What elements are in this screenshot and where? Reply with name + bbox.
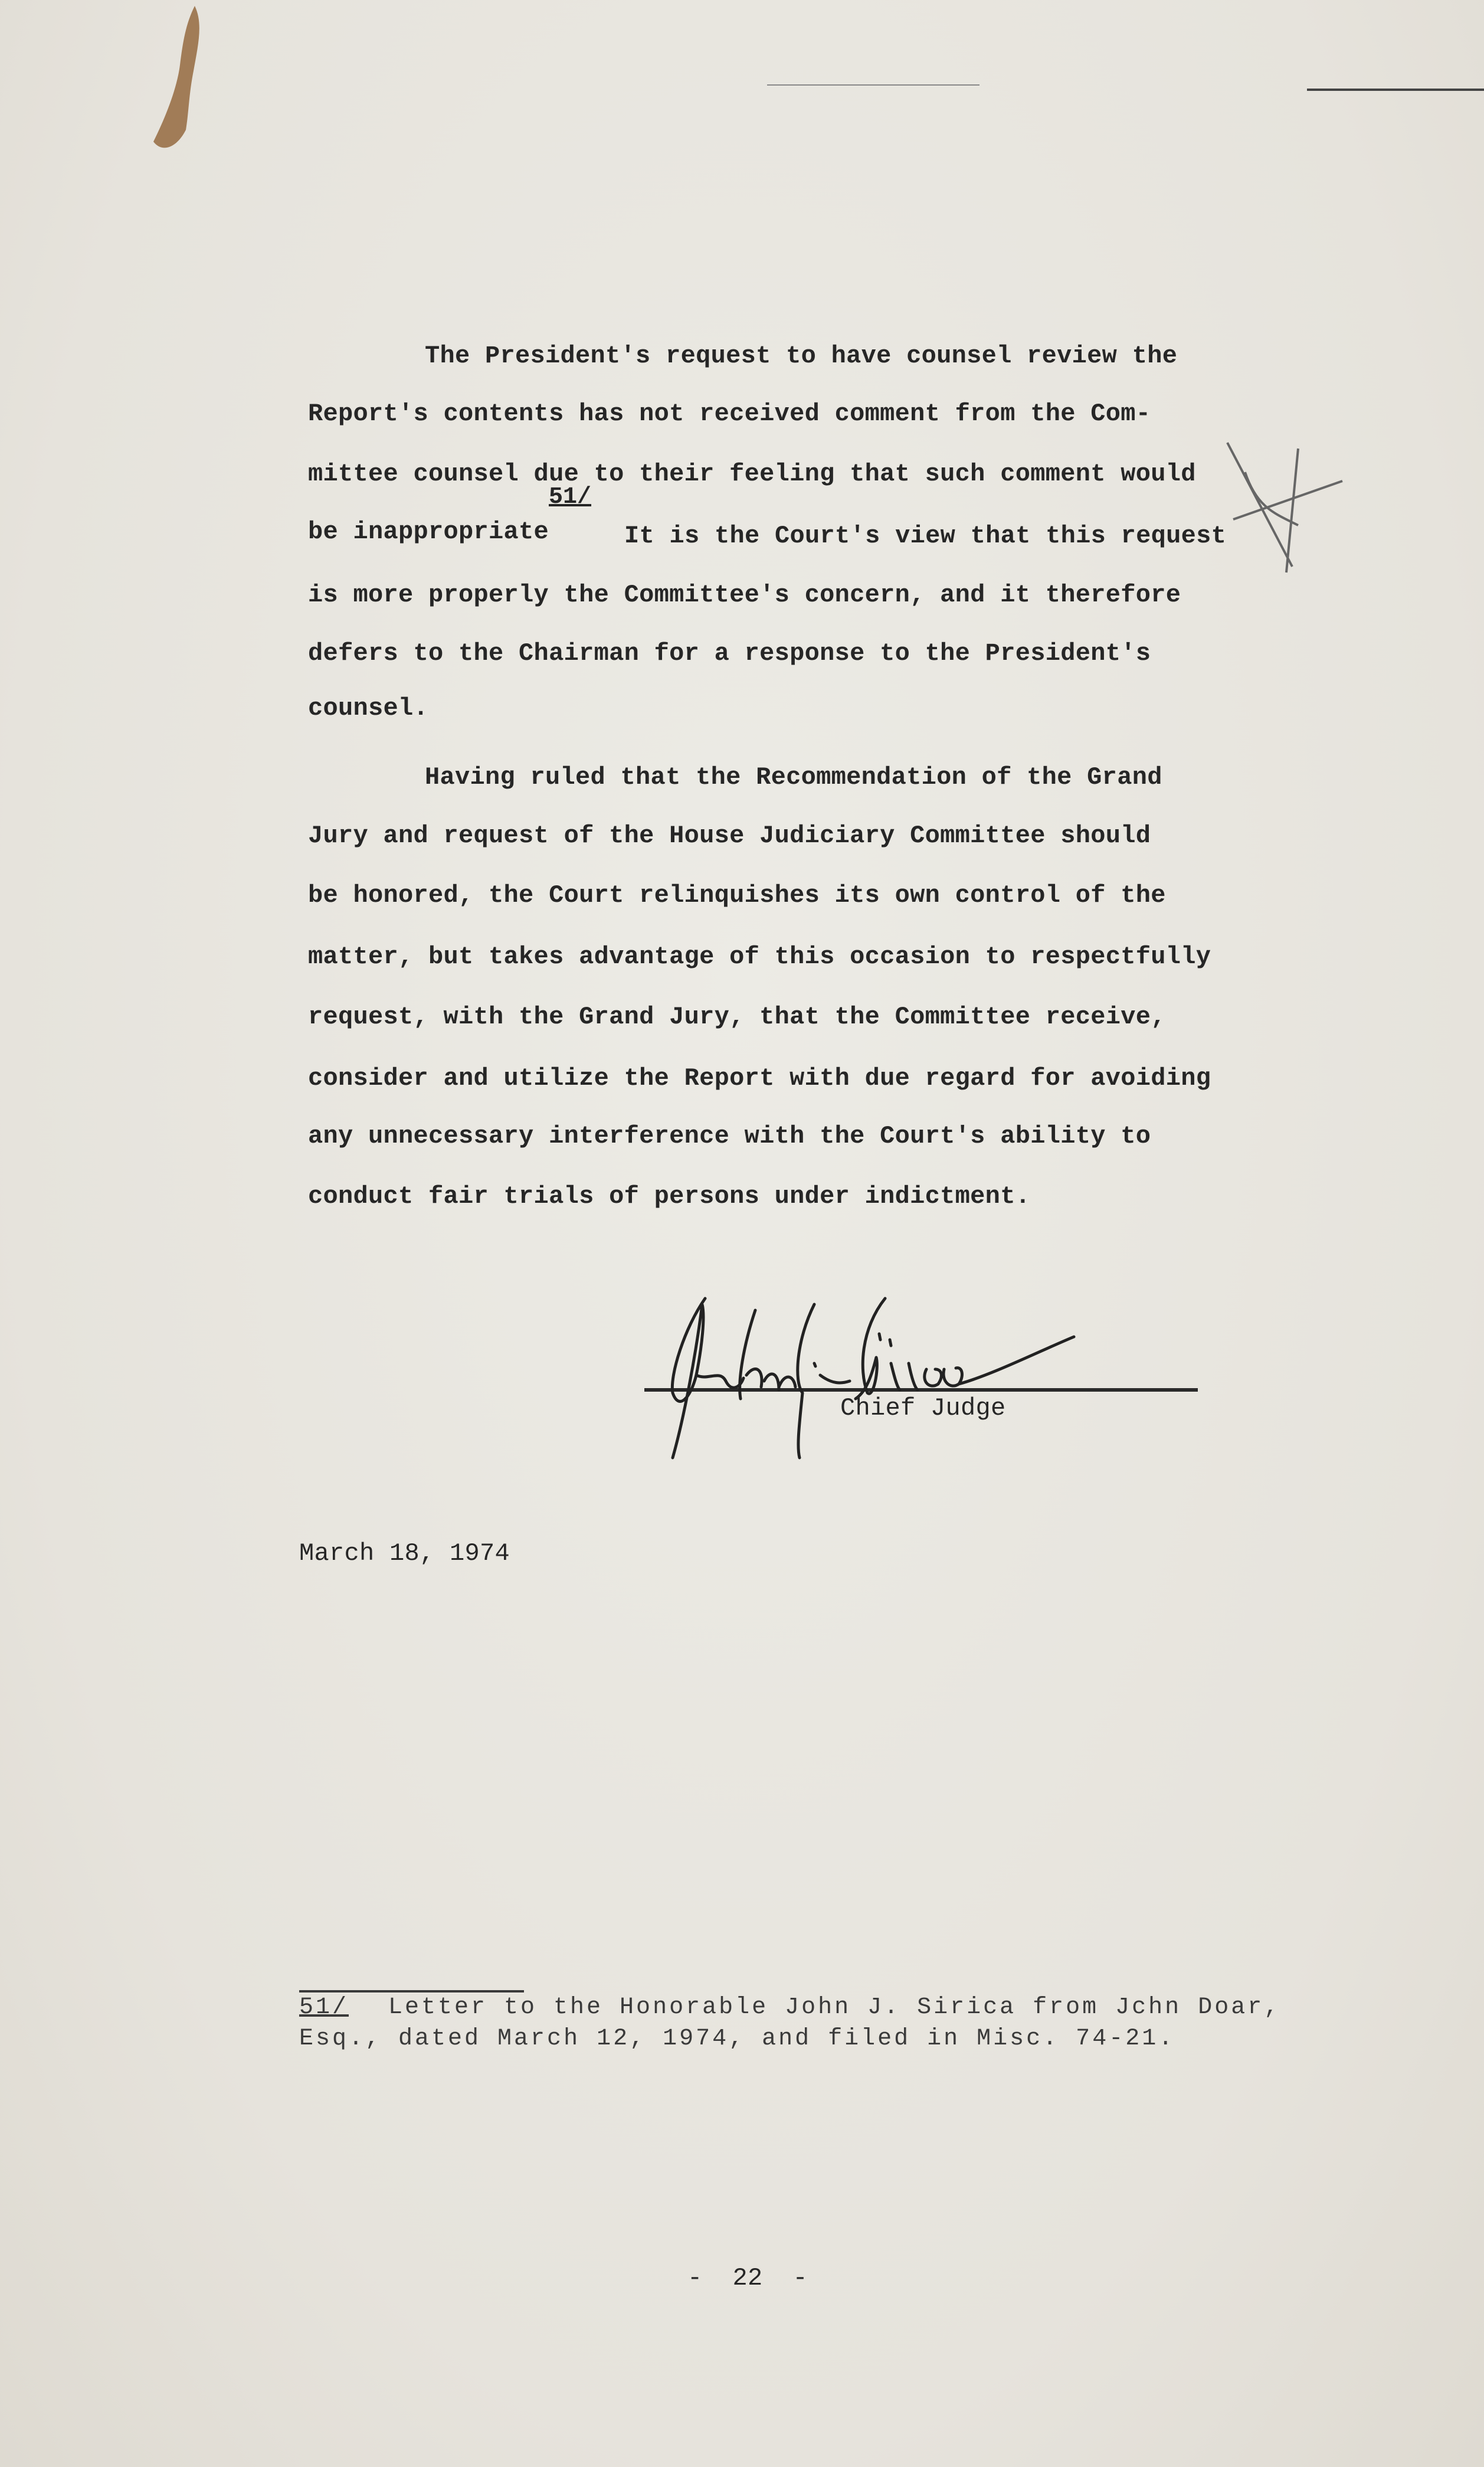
footnote-marker: 51/ — [299, 1994, 349, 2021]
margin-check-mark — [1221, 437, 1351, 590]
text-line: It is the Court's view that this request — [624, 522, 1227, 550]
document-date: March 18, 1974 — [299, 1539, 510, 1568]
footnote-reference[interactable]: 51/ — [549, 484, 592, 511]
top-right-line — [1307, 89, 1484, 91]
text-line: request, with the Grand Jury, that the Committee receive, — [308, 1003, 1166, 1031]
text-line: defers to the Chairman for a response to the President's — [308, 639, 1151, 668]
text-line: Jury and request of the House Judiciary Committee should — [308, 822, 1151, 850]
text-line: conduct fair trials of persons under indictment. — [308, 1182, 1031, 1210]
text-line: Report's contents has not received comment from the Com- — [308, 400, 1151, 428]
footnote-text-line: Letter to the Honorable John J. Sirica from Jchn Doar, — [388, 1994, 1281, 2021]
text-line: be honored, the Court relinquishes its own control of the — [308, 881, 1166, 909]
text-line: mittee counsel due to their feeling that such comment would — [308, 460, 1196, 488]
footnote-text-line: Esq., dated March 12, 1974, and filed in Misc. 74-21. — [299, 2026, 1175, 2052]
text-line: be inappropriate — [308, 518, 549, 546]
text-line: The President's request to have counsel review the — [425, 342, 1178, 370]
text-line: Having ruled that the Recommendation of the Grand — [425, 763, 1162, 791]
signatory-title: Chief Judge — [840, 1394, 1006, 1422]
handwritten-signature — [637, 1281, 1251, 1475]
text-line: any unnecessary interference with the Court's ability to — [308, 1122, 1151, 1150]
stain-mark — [130, 0, 224, 165]
top-faint-line — [767, 84, 979, 86]
text-line: counsel. — [308, 694, 429, 722]
page-number: - 22 - — [687, 2264, 808, 2292]
text-line: matter, but takes advantage of this occasion to respectfully — [308, 943, 1211, 971]
text-line: consider and utilize the Report with due regard for avoiding — [308, 1064, 1211, 1092]
text-line: is more properly the Committee's concern, and it therefore — [308, 581, 1181, 609]
